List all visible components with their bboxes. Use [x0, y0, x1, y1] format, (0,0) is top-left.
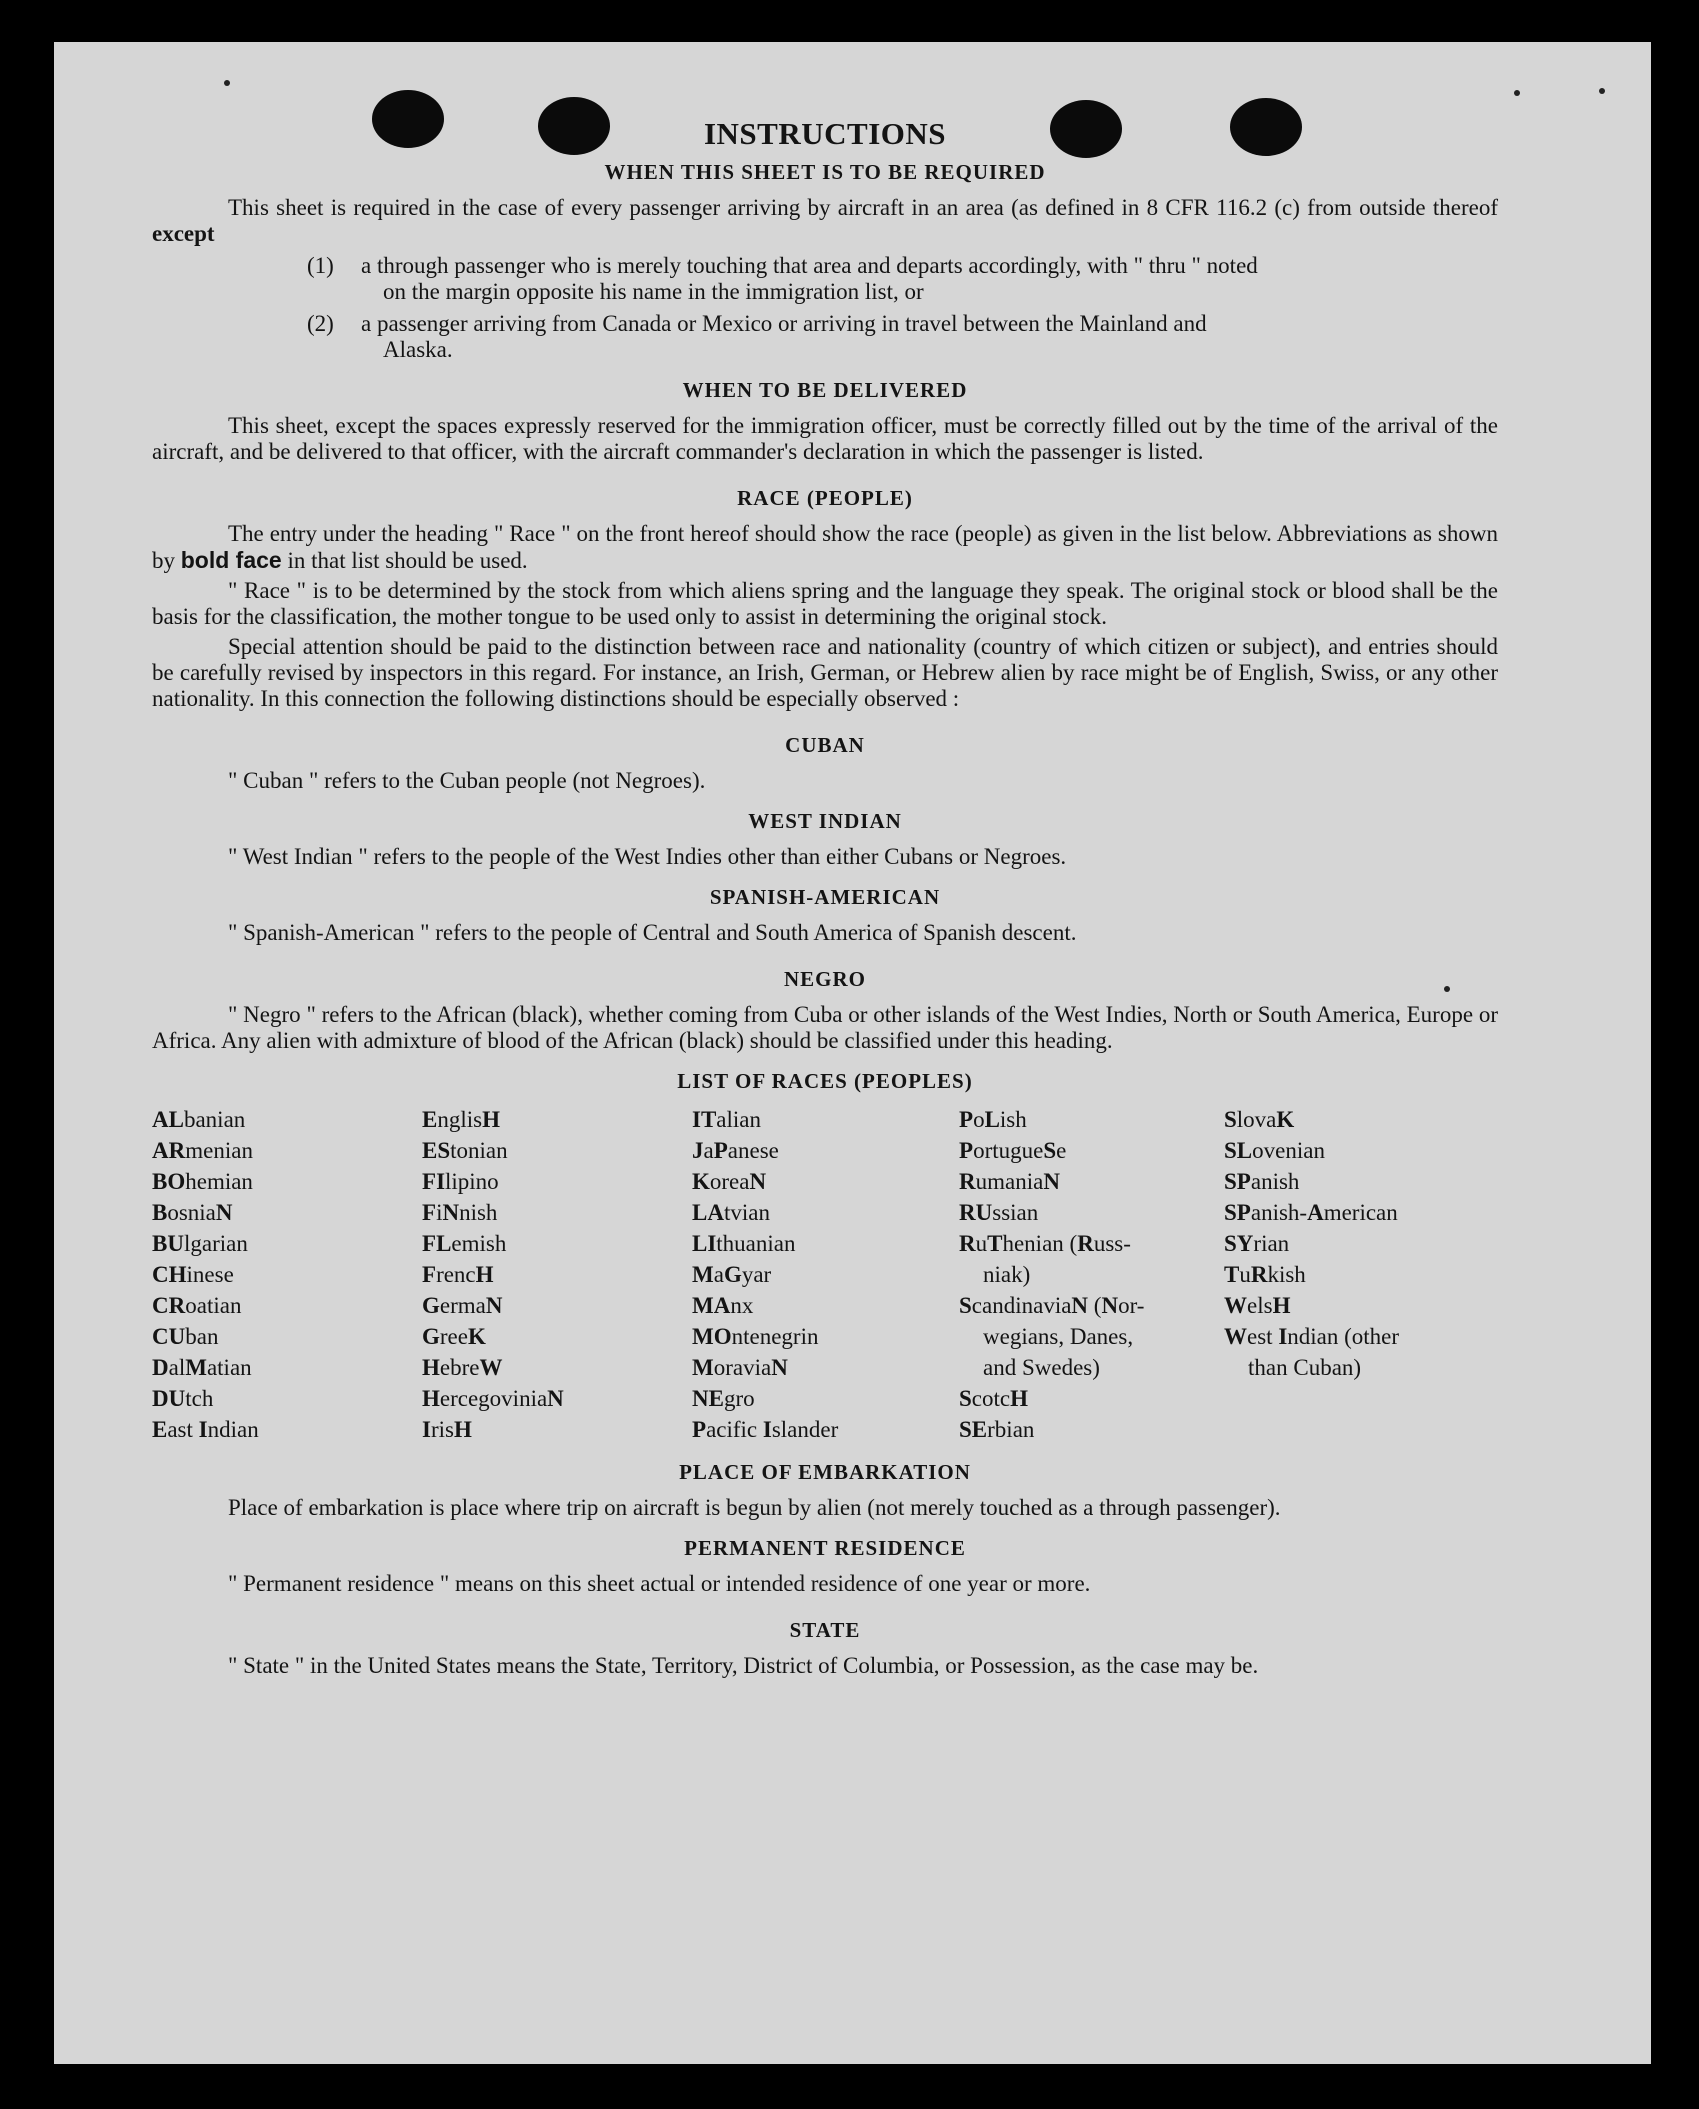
race-item: BosniaN — [152, 1200, 233, 1225]
race-item: East Indian — [152, 1417, 259, 1442]
spanish-american-text: " Spanish-American " refers to the people of Central and South America of Spanish descent. — [228, 920, 1077, 945]
bold-face-text: bold face — [180, 547, 282, 573]
race-item: FLemish — [422, 1231, 507, 1256]
race-item: SYrian — [1224, 1231, 1290, 1256]
west-indian-text: " West Indian " refers to the people of the West Indies other than either Cubans or Negroes. — [228, 844, 1067, 869]
race-item: SPanish-American — [1224, 1200, 1398, 1225]
race-item: TuRkish — [1224, 1262, 1306, 1287]
race-item: DalMatian — [152, 1355, 252, 1380]
races-column — [959, 1104, 1224, 1445]
race-item: JaPanese — [692, 1138, 779, 1163]
race-item: HebreW — [422, 1355, 503, 1380]
heading-west-indian: WEST INDIAN — [748, 809, 902, 833]
race-item: ALbanian — [152, 1107, 246, 1132]
when-required-text: This sheet is required in the case of every passenger arriving by aircraft in an area (as defined in 8 CFR 116.2 (c) from outside thereof except — [152, 195, 1498, 246]
race-item: RUssian — [959, 1200, 1039, 1225]
heading-when-delivered: WHEN TO BE DELIVERED — [682, 378, 968, 402]
exception-2: (2) a passenger arriving from Canada or Mexico or arriving in travel between the Mainland and Alaska. — [307, 311, 1207, 362]
page-title: INSTRUCTIONS — [703, 116, 946, 151]
races-column — [692, 1104, 959, 1445]
race-item: HercegoviniaN — [422, 1386, 564, 1411]
race-item: EStonian — [422, 1138, 508, 1163]
race-item: MoraviaN — [692, 1355, 788, 1380]
cuban-text: " Cuban " refers to the Cuban people (not Negroes). — [228, 768, 706, 793]
exception-1: (1) a through passenger who is merely touching that area and departs accordingly, with " thru " noted on the margin opposite his name in the immigration list, or — [307, 253, 1258, 304]
race-item: ScotcH — [959, 1386, 1028, 1411]
race-item: PoLish — [959, 1107, 1027, 1132]
embarkation-text: Place of embarkation is place where trip on aircraft is begun by alien (not merely touched as a through passenger). — [228, 1495, 1281, 1520]
heading-negro: NEGRO — [783, 967, 866, 991]
heading-cuban: CUBAN — [785, 733, 865, 757]
races-column — [152, 1104, 422, 1445]
race-item: BUlgarian — [152, 1231, 248, 1256]
race-paragraph-1: The entry under the heading " Race " on the front hereof should show the race (people) as given in the list below. Abbreviations as shown by bold face in that list should be used. — [152, 521, 1498, 573]
speck — [1514, 90, 1520, 96]
race-item: FiNnish — [422, 1200, 498, 1225]
when-delivered-text: This sheet, except the spaces expressly reserved for the immigration officer, must be correctly filled out by the time of the arrival of the aircraft, and be delivered to that officer, with the aircraft commander's declaration in which the passenger is listed. — [152, 413, 1498, 464]
race-item: SlovaK — [1224, 1107, 1295, 1132]
race-item: MOntenegrin — [692, 1324, 819, 1349]
race-item: SPanish — [1224, 1169, 1300, 1194]
race-item: CHinese — [152, 1262, 234, 1287]
race-item: IrisH — [422, 1417, 472, 1442]
heading-embarkation: PLACE OF EMBARKATION — [679, 1460, 971, 1484]
race-item: FrencH — [422, 1262, 494, 1287]
race-item: FIlipino — [422, 1169, 499, 1194]
heading-when-required: WHEN THIS SHEET IS TO BE REQUIRED — [604, 160, 1046, 184]
race-item: ARmenian — [152, 1138, 253, 1163]
heading-spanish-american: SPANISH-AMERICAN — [709, 885, 941, 909]
heading-list-of-races: LIST OF RACES (PEOPLES) — [677, 1069, 973, 1093]
race-item: KoreaN — [692, 1169, 767, 1194]
state-text: " State " in the United States means the State, Territory, District of Columbia, or Possession, as the case may be. — [228, 1653, 1259, 1678]
heading-residence: PERMANENT RESIDENCE — [684, 1536, 966, 1560]
race-item: ScandinaviaN (Nor- wegians, Danes, and Swedes) — [959, 1293, 1145, 1380]
race-item: MAnx — [692, 1293, 754, 1318]
race-item: BOhemian — [152, 1169, 253, 1194]
race-item: RumaniaN — [959, 1169, 1060, 1194]
race-item: EnglisH — [422, 1107, 500, 1132]
speck — [1599, 88, 1605, 94]
race-item: DUtch — [152, 1386, 214, 1411]
race-paragraph-2: " Race " is to be determined by the stock from which aliens spring and the language they speak. The original stock or blood shall be the basis for the classification, the mother tongue to be used only to assist in determining the original stock. — [152, 578, 1498, 629]
race-item: SErbian — [959, 1417, 1035, 1442]
heading-state: STATE — [789, 1618, 861, 1642]
residence-text: " Permanent residence " means on this sheet actual or intended residence of one year or more. — [228, 1571, 1091, 1596]
race-item: ITalian — [692, 1107, 761, 1132]
race-item: LIthuanian — [692, 1231, 796, 1256]
race-item: WelsH — [1224, 1293, 1291, 1318]
race-item: NEgro — [692, 1386, 755, 1411]
race-item: MaGyar — [692, 1262, 772, 1287]
races-list — [152, 1104, 1498, 1445]
race-item: RuThenian (Russ- niak) — [959, 1231, 1131, 1287]
except-bold: except — [152, 221, 215, 246]
race-item: West Indian (other than Cuban) — [1224, 1324, 1400, 1380]
race-paragraph-3: Special attention should be paid to the distinction between race and nationality (country of which citizen or subject), and entries should be carefully revised by inspectors in this regard. For instance, an Irish, German, or Hebrew alien by race might be of English, Swiss, or any other nationality. In this connection the following distinctions should be especially observed : — [152, 634, 1498, 711]
race-item: GreeK — [422, 1324, 486, 1349]
race-item: CRoatian — [152, 1293, 242, 1318]
race-item: SLovenian — [1224, 1138, 1325, 1163]
heading-race: RACE (PEOPLE) — [737, 486, 913, 510]
races-column — [1224, 1104, 1454, 1445]
race-item: CUban — [152, 1324, 219, 1349]
race-item: LAtvian — [692, 1200, 770, 1225]
races-column — [422, 1104, 692, 1445]
speck — [224, 80, 230, 86]
negro-text: " Negro " refers to the African (black), whether coming from Cuba or other islands of the West Indies, North or South America, Europe or Africa. Any alien with admixture of blood of the African (black) should be classified under this heading. — [152, 1002, 1498, 1053]
instructions-content — [152, 115, 1498, 1679]
race-item: PortugueSe — [959, 1138, 1067, 1163]
race-item: GermaN — [422, 1293, 503, 1318]
race-item: Pacific Islander — [692, 1417, 839, 1442]
